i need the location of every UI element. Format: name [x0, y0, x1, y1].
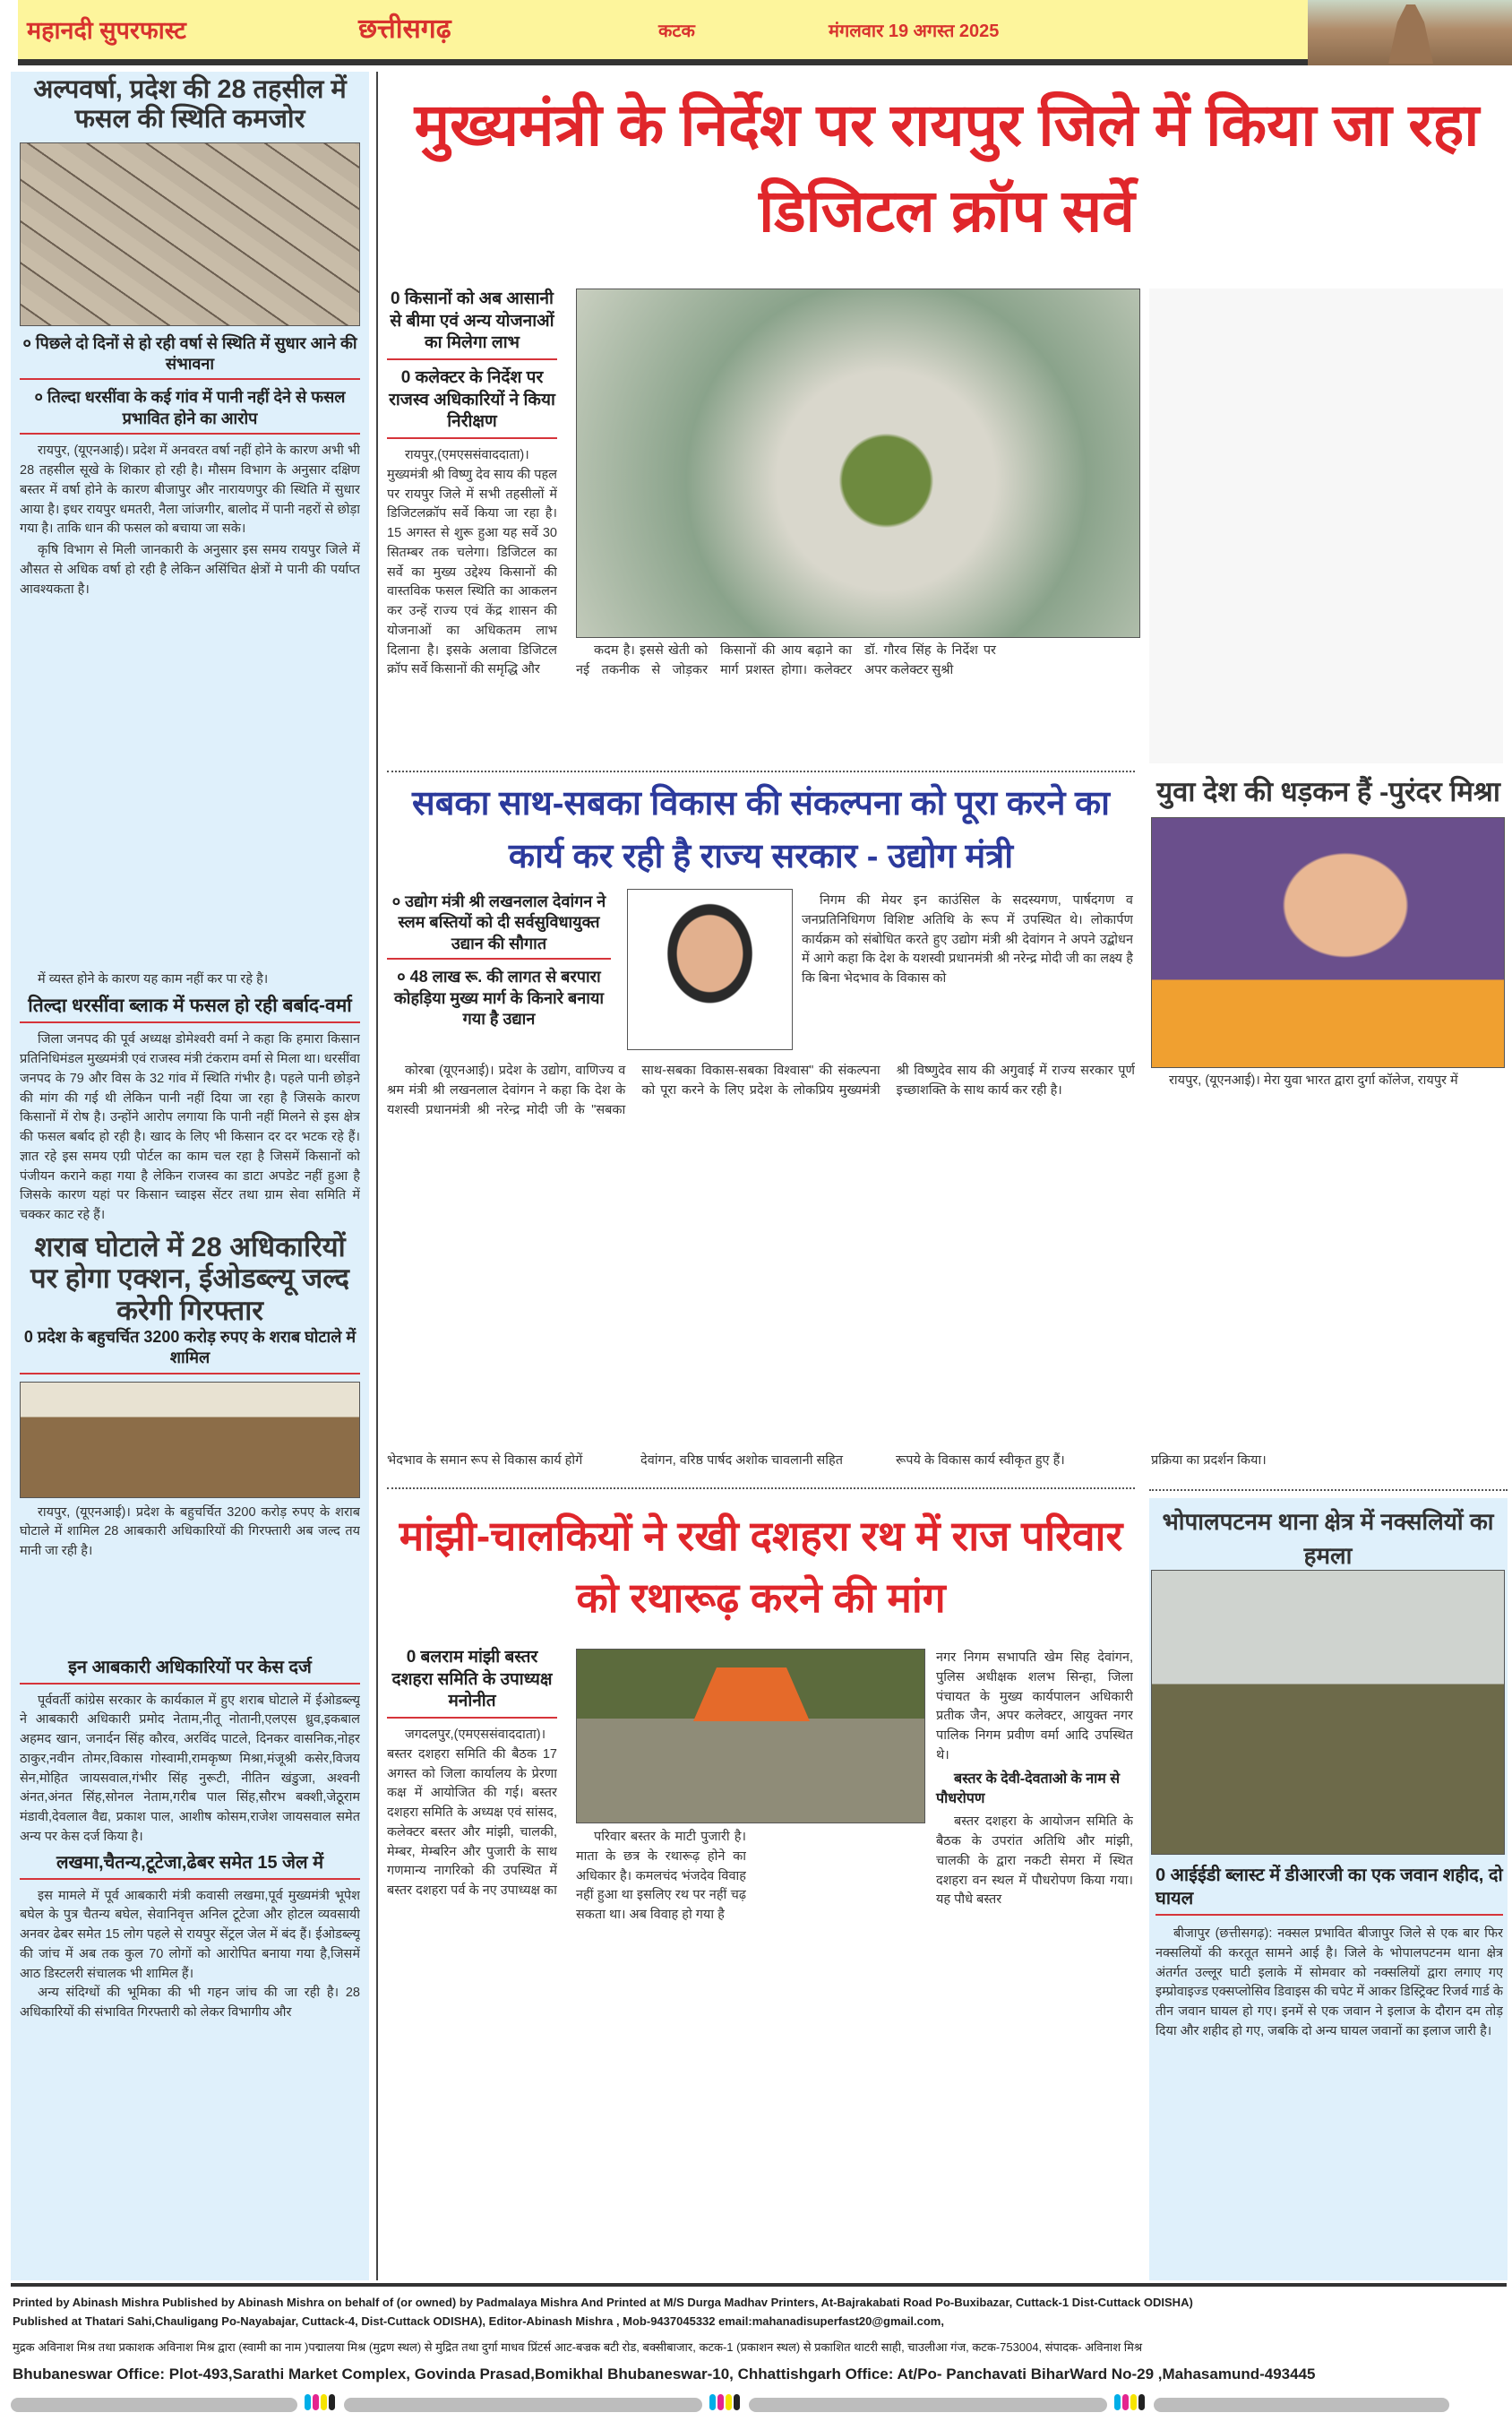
imprint-line: Published at Thatari Sahi,Chauligang Po-Nayabajar, Cuttack-4, Dist-Cuttack ODISHA), Editor-Abinash Mishra , Mob-9437045332 email:mahanadisuperfast20@gmail.com, — [13, 2314, 944, 2328]
imprint — [13, 2294, 1508, 2387]
security-forces-photo — [1151, 1570, 1505, 1855]
city: कटक — [658, 22, 695, 41]
paragraph: रायपुर, (यूएनआई)। प्रदेश के बहुचर्चित 3200 करोड़ रुपए के शराब घोटाले में शामिल 28 आबकारी अधिकारियों की गिरफ्तारी अब जल्द तय मानी जा रही है। — [20, 1504, 360, 1558]
youth-headline: युवा देश की धड़कन हैं -पुरंदर मिश्रा — [1156, 776, 1500, 807]
paragraph: नगर निगम सभापति खेम सिह देवांगन, पुलिस अधीक्षक शलभ सिन्हा, जिला पंचायत के मुख्य कार्यपालन अधिकारी प्रतीक जैन, अपर कलेक्टर, आयुक्त नगर पालिक निगम प्रवीण वर्मा आदि उपस्थित थे। — [936, 1650, 1133, 1762]
bullet: ० तिल्दा धरसींवा के कई गांव में पानी नहीं देने से फसल प्रभावित होने का आरोप — [20, 387, 360, 435]
bullet: 0 किसानों को अब आसानी से बीमा एवं अन्य योजनाओं का मिलेगा लाभ — [387, 289, 557, 360]
registration-strip — [11, 2394, 1507, 2415]
subhead: लखमा,चैतन्य,टूटेजा,ढेबर समेत 15 जेल में — [20, 1851, 360, 1880]
paragraph: जिला जनपद की पूर्व अध्यक्ष डोमेश्वरी वर्मा ने कहा कि हमारा किसान प्रतिनिधिमंडल मुख्यमंत्री एवं राजस्व मंत्री टंकराम वर्मा से मिला था। धरसींवा जनपद के 79 और विस के 32 गांव में स्थिति गंभीर है। पहले पानी छोड़ने की मांग की गई थी लेकिन पानी नहीं दिया जा रहा है जिसके कारण किसानों में रोष है। उन्होंने आरोप लगाया कि पानी नहीं मिलने से इस क्षेत्र की फसल बर्बाद हो रही है। खाद के लिए भी किसान दर दर भटक रहे हैं। ज्ञात रहे इस समय एग्री पोर्टल का काम चल रहा है जिसमें किसानों को पंजीयन कराने कहा गया है लेकिन राजस्व का डाटा अपडेट नहीं हुआ है जिसके कारण यहां पर किसान च्वाइस सेंटर तथा ग्राम सेवा समिति में चक्कर काट रहे हैं। — [20, 1032, 360, 1223]
color-registration-marks — [709, 2394, 742, 2415]
masthead — [18, 0, 1308, 59]
paragraph: बस्तर दशहरा के आयोजन समिति के बैठक के उपरांत अतिथि और मांझी, चालकी के द्वारा नकटी सेमरा में स्थित दशहरा वन स्थल में पौधरोपण किया गया। यह पौधे बस्तर — [936, 1814, 1133, 1908]
cracked-earth-photo — [20, 142, 360, 326]
article-body — [20, 442, 360, 970]
subhead: इन आबकारी अधिकारियों पर केस दर्ज — [20, 1656, 360, 1685]
lead-right-column — [1149, 289, 1503, 763]
paragraph: देवांगन, वरिष्ठ पार्षद अशोक चावलानी सहित — [640, 1453, 844, 1468]
paragraph: कृषि विभाग से मिली जानकारी के अनुसार इस समय रायपुर जिले में औसत से अधिक वर्षा हो रही है लेकिन असिंचित क्षेत्रों मे पानी की पर्याप्त आवश्यकता है। — [20, 543, 360, 597]
masthead-rule — [18, 59, 1308, 65]
paragraph: इस मामले में पूर्व आबकारी मंत्री कवासी लखमा,पूर्व मुख्यमंत्री भूपेश बघेल के पुत्र चैतन्य बघेल, सेवानिवृत्त अनिल टूटेजा और होटल व्यवसायी अनवर ढेबर समेत 15 लोग पहले से रायपुर सेंट्रल जेल में बंद हैं। ईओडब्ल्यू की जांच में अब तक कुल 70 लोगों को आरोपित बनाया गया है,जिसमें आठ डिस्टलरी संचालक भी शामिल हैं। — [20, 1888, 360, 1981]
article-body: बीजापुर (छत्तीसगढ़): नक्सल प्रभावित बीजापुर जिले से एक बार फिर नक्सलियों की करतूत सामने आई है। जिले के भोपालपटनम थाना क्षेत्र अंतर्गत उल्लूर घाटी इलाके में सोमवार को नक्सलियों द्वारा लगाए गए इम्प्रोवाइज्ड एक्सप्लोसिव डिवाइस की चपेट में आकर डिस्ट्रिक्ट रिजर्व गार्ड के तीन जवान घायल हो गए। इनमें से एक जवान ने इलाज के दौरान दम तोड़ दिया और शहीद हो गए, जबकि दो अन्य घायल जवानों का इलाज जारी है। — [1155, 1926, 1503, 2038]
dussehra-right — [936, 1649, 1133, 1910]
industry-headline: सबका साथ-सबका विकास की संकल्पना को पूरा करने का कार्य कर रही है राज्य सरकार - उद्योग मंत्री — [412, 785, 1110, 875]
edition-name: छत्तीसगढ़ — [358, 14, 451, 44]
imprint-line-hindi: मुद्रक अविनाश मिश्र तथा प्रकाशक अविनाश मिश्र द्वारा (स्वामी का नाम )पद्मालया मिश्र (मुद्रण स्थल) से मुद्रित तथा दुर्गा माधव प्रिंटर्स आट-बज्रक बटी रोड, बक्सीबाजार, कटक-1 (प्रकाशन स्थल) से प्रकाशित थाटरी साही, चाउलीआ गंज, कटक-753004, संपादक- अविनाश मिश्र — [13, 2340, 1143, 2354]
subhead: तिल्दा धरसींवा ब्लाक में फसल हो रही बर्बाद-वर्मा — [20, 994, 360, 1023]
leader-portrait — [1151, 817, 1505, 1068]
color-registration-marks — [305, 2394, 337, 2415]
reg-bar — [344, 2398, 702, 2412]
bullet: ० उद्योग मंत्री श्री लखनलाल देवांगन ने स्लम बस्तियों को दी सर्वसुविधायुक्त उद्यान की सौगात — [387, 892, 611, 960]
left-article-drought — [20, 75, 360, 2023]
paragraph: प्रक्रिया का प्रदर्शन किया। — [1151, 1453, 1267, 1468]
chariot-canopy — [693, 1667, 810, 1721]
liquor-shop-photo — [20, 1382, 360, 1498]
color-registration-marks — [1114, 2394, 1147, 2415]
dussehra-headline: मांझी-चालकियों ने रखी दशहरा रथ में राज परिवार को रथारूढ़ करने की मांग — [399, 1512, 1123, 1621]
issue-date: मंगलवार 19 अगस्त 2025 — [829, 22, 1000, 41]
dussehra-body-mid: परिवार बस्तर के माटी पुजारी है।माता के छत्र के रथारूढ़ होने का अधिकार है। कमलचंद भंजदेव विवाह नहीं हुआ था इसलिए रथ पर नहीं चढ़ सकता था। अब विवाह हो गया है — [576, 1830, 746, 1922]
paper-name: महानदी सुपरफास्ट — [27, 17, 186, 44]
article-body: जगदलपुर,(एमएससंवाददाता)। बस्तर दशहरा समिति की बैठक 17 अगस्त को जिला कार्यालय के प्रेरणा कक्ष में आयोजित की गई। बस्तर दशहरा समिति के अध्यक्ष एवं सांसद, कलेक्टर बस्तर और मांझी, चालकी, मेम्बर, मेम्बरिन और पुजारी के साथ गणमान्य नागरिको की उपस्थित में बस्तर दशहरा पर्व के नए उपाध्यक्ष का — [387, 1728, 557, 1899]
naxal-headline: भोपालपटनम थाना क्षेत्र में नक्सलियों का हमला — [1162, 1508, 1494, 1569]
bullet: 0 कलेक्टर के निर्देश पर राजस्व अधिकारियों ने किया निरीक्षण — [387, 367, 557, 439]
bullet: 0 बलराम मांझी बस्तर दशहरा समिति के उपाध्यक्ष मनोनीत — [387, 1647, 557, 1719]
headline: अल्पवर्षा, प्रदेश की 28 तहसील में फसल की स्थिति कमजोर — [33, 75, 347, 134]
divider — [387, 771, 1135, 772]
naxal-content — [1155, 1864, 1503, 2042]
reg-bar — [749, 2398, 1107, 2412]
bullet: 0 आईईडी ब्लास्ट में डीआरजी का एक जवान शहीद, दो घायल — [1155, 1864, 1503, 1916]
youth-body: रायपुर, (यूएनआई)। मेरा युवा भारत द्वारा दुर्गा कॉलेज, रायपुर में — [1169, 1073, 1458, 1088]
industry-subheads — [387, 892, 611, 1040]
lead-subheads — [387, 289, 557, 769]
paragraph: अन्य संदिग्धों की भूमिका की भी गहन जांच की जा रही है। 28 अधिकारियों की संभावित गिरफ्तारी को लेकर विभागीय और — [20, 1986, 360, 2020]
minister-portrait — [627, 889, 793, 1050]
article-body: रायपुर,(एमएससंवाददाता)। मुख्यमंत्री श्री विष्णु देव साय की पहल पर रायपुर जिले में सभी तहसीलों में डिजिटलक्रॉप सर्वे किया जा रहा है। 15 अगस्त से शुरू हुआ यह सर्वे 30 सितम्बर तक चलेगा। डिजिटल का सर्वे का मुख्य उद्देश्य किसानों की वास्तविक फसल स्थिति का आकलन कर उन्हें राज्य एवं केंद्र शासन की योजनाओं का अधिकतम लाभ दिलाना है। इसके अलावा डिजिटल क्रॉप सर्वे किसानों की समृद्धि और — [387, 448, 557, 677]
paragraph: भेदभाव के समान रूप से विकास कार्य होगें — [387, 1453, 583, 1468]
bullet: ० 48 लाख रू. की लागत से बरपारा कोहड़िया मुख्य मार्ग के किनारे बनाया गया है उद्यान — [393, 968, 605, 1028]
paragraph: रायपुर, (यूएनआई)। प्रदेश में अनवरत वर्षा नहीं होने के कारण अभी भी 28 तहसील सूखे के शिकार हो रही है। मौसम विभाग के अनुसार दक्षिण बस्तर में वर्षा होने के कारण बीजापुर और नारायणपुर की स्थिति में सुधार आया है। इधर रायपुर धमतरी, नैला जांजगीर, बालोद में पानी नहरों से छोड़ा गया है। ताकि धान की फसल को बचाया जा सके। — [20, 444, 360, 537]
headline: शराब घोटाले में 28 अधिकारियों पर होगा एक्शन, ईओडब्ल्यू जल्द करेगी गिरफ्तार — [30, 1230, 350, 1327]
temple-photo — [1308, 0, 1512, 65]
subhead: बस्तर के देवी-देवताओ के नाम से पौधरोपण — [936, 1771, 1121, 1806]
industry-body: कोरबा (यूएनआई)। प्रदेश के उद्योग, वाणिज्य व श्रम मंत्री श्री लखनलाल देवांगन ने कहा कि देश के यशस्वी प्रधानमंत्री श्री नरेन्द्र मोदी जी के "सबका साथ-सबका विकास-सबका विश्वास" की संकल्पना को पूरा करने के लिए प्रदेश के लोकप्रिय मुख्यमंत्री श्री विष्णुदेव साय की अगुवाई में राज्य सरकार पूर्ण इच्छाशक्ति के साथ कार्य कर रही है। — [387, 1064, 1135, 1117]
reg-bar — [11, 2398, 297, 2412]
dussehra-chariot-photo — [576, 1649, 925, 1823]
paragraph: रूपये के विकास कार्य स्वीकृत हुए हैं। — [896, 1453, 1065, 1468]
dussehra-left — [387, 1647, 557, 2344]
office-addresses: Bhubaneswar Office: Plot-493,Sarathi Market Complex, Govinda Prasad,Bomikhal Bhubaneswar-10, Chhattishgarh Office: At/Po- Panchavati BiharWard No-29 ,Mahasamund-493445 — [13, 2365, 1316, 2383]
bullet: 0 प्रदेश के बहुचर्चित 3200 करोड़ रुपए के शराब घोटाले में शामिल — [20, 1327, 360, 1374]
divider — [1149, 1489, 1508, 1491]
industry-body-right: निगम की मेयर इन काउंसिल के सदस्यगण, पार्षदगण व जनप्रतिनिधिगण विशिष्ट अतिथि के रूप में उपस्थित थे। लोकार्पण कार्यक्रम को संबोधित करते हुए उद्योग मंत्री श्री देवांगन ने अपने उद्बोधन में आगे कहा कि देश के यशस्वी प्रधानमंत्री श्री नरेन्द्र मोदी जी का लक्ष्य है कि बिना भेदभाव के विकास को — [802, 893, 1133, 986]
divider — [387, 1487, 1135, 1489]
imprint-line: Printed by Abinash Mishra Published by Abinash Mishra on behalf of (or owned) by Padmalaya Mishra And Printed at M/S Durga Madhav Printers, At-Bajrakabati Road Po-Buxibazar, Cuttack-1 Dist-Cuttack ODISHA) — [13, 2296, 1193, 2309]
lead-body-below-photo: कदम है। इससे खेती को नई तकनीक से जोड़कर किसानों की आय बढ़ाने का मार्ग प्रशस्त होगा। कलेक्टर डॉ. गौरव सिंह के निर्देश पर अपर कलेक्टर सुश्री — [576, 643, 996, 677]
lead-headline: मुख्यमंत्री के निर्देश पर रायपुर जिले में किया जा रहा डिजिटल क्रॉप सर्वे — [414, 91, 1480, 244]
bullet: ० पिछले दो दिनों से हो रही वर्षा से स्थिति में सुधार आने की संभावना — [20, 333, 360, 381]
footer-rule — [11, 2283, 1507, 2287]
crop-survey-photo — [576, 289, 1140, 638]
column-divider — [376, 72, 378, 2280]
reg-bar — [1154, 2398, 1449, 2412]
paragraph: पूर्ववर्ती कांग्रेस सरकार के कार्यकाल में हुए शराब घोटाले में ईओडब्ल्यू ने आबकारी अधिकारी प्रमोद नेताम,नीतू नोतानी,एलएस ध्रुव,इकबाल अहमद खान, जनार्दन सिंह कौरव, अरविंद पाटले, दिनकर वासनिक,नोहर ठाकुर,नवीन तोमर,विकास गोस्वामी,रामकृष्ण मिश्रा,मंजूश्री कसेर,विजय सेन,मोहित जायसवाल,गंभीर सिंह नुरूटी, नीतिन खंडुजा, अश्वनी अंनत,अंनत सिंह,सोनल नेताम,गरीब पाल सिंह,सौरभ बक्शी,जेठूराम मंडावी,देवलाल वैद्य, प्रकाश पाल, आशीष कोसम,राजेश जायसवाल समेत अन्य पर केस दर्ज किया है। — [20, 1693, 360, 1844]
paragraph: में व्यस्त होने के कारण यह काम नहीं कर पा रहे है। — [38, 972, 269, 987]
